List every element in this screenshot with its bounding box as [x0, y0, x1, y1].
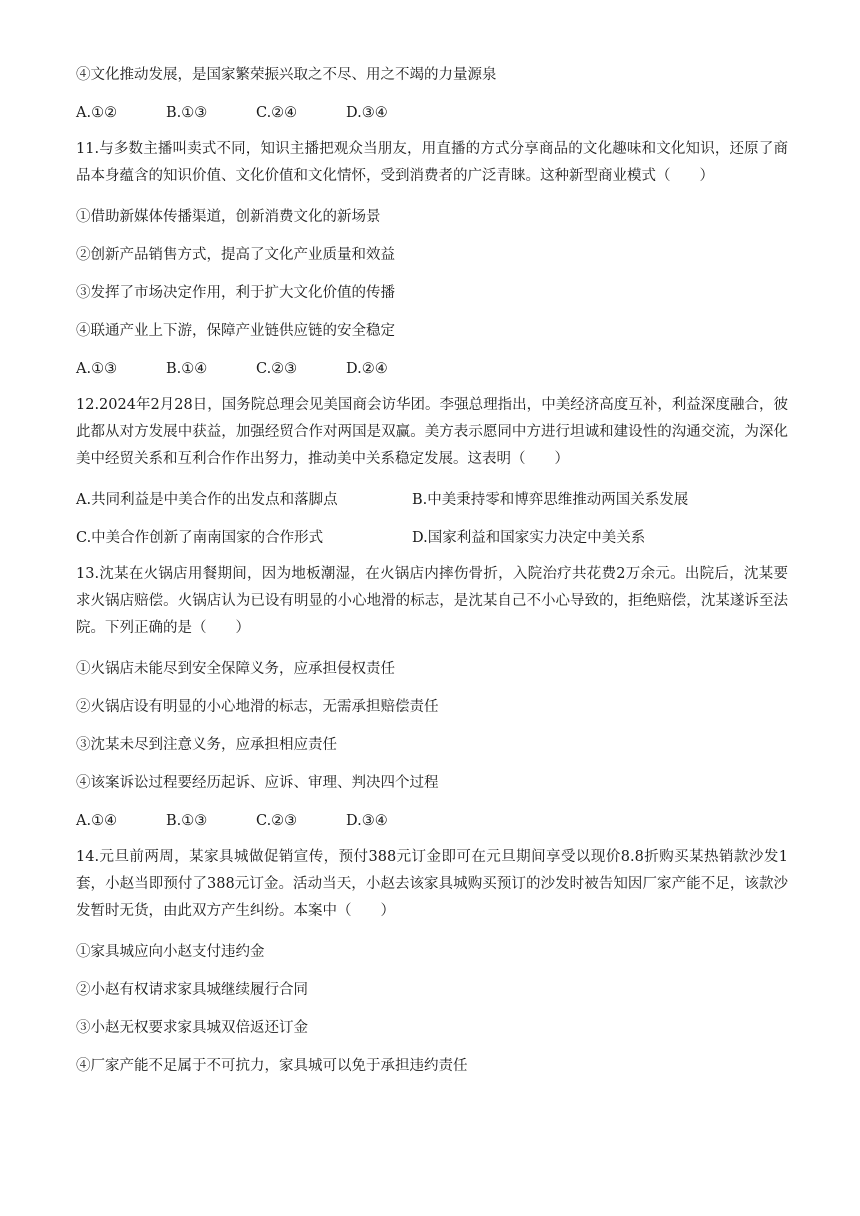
q14-option-4: ④厂家产能不足属于不可抗力，家具城可以免于承担违约责任 [76, 1058, 468, 1074]
q13-option-2: ②火锅店设有明显的小心地滑的标志，无需承担赔偿责任 [76, 699, 439, 715]
q11-stem: 11.与多数主播叫卖式不同，知识主播把观众当朋友，用直播的方式分享商品的文化趣味和文化知识，还原了商品本身蕴含的知识价值、文化价值和文化情怀，受到消费者的广泛青睐。这种新型商业模式（ ） [76, 141, 788, 184]
q14-option-2: ②小赵有权请求家具城继续履行合同 [76, 982, 308, 998]
q10-choices [76, 102, 788, 124]
q13-choice-d: D.③④ [346, 813, 388, 829]
q10-option-4: ④文化推动发展，是国家繁荣振兴取之不尽、用之不竭的力量源泉 [76, 67, 497, 83]
q11-option-1: ①借助新媒体传播渠道，创新消费文化的新场景 [76, 209, 381, 225]
q11-option-4: ④联通产业上下游，保障产业链供应链的安全稳定 [76, 323, 395, 339]
q12-choice-d: D.国家利益和国家实力决定中美关系 [412, 530, 646, 546]
q10-choice-a: A.①② [76, 105, 118, 121]
q11-choice-a: A.①③ [76, 361, 118, 377]
q11-choices [76, 358, 788, 380]
q10-choice-d: D.③④ [346, 105, 388, 121]
q12-choice-b: B.中美秉持零和博弈思维推动两国关系发展 [412, 492, 689, 508]
q14-option-1: ①家具城应向小赵支付违约金 [76, 944, 265, 960]
q11-choice-d: D.②④ [346, 361, 388, 377]
q12-choices-row1 [76, 489, 788, 511]
q13-option-3: ③沈某未尽到注意义务，应承担相应责任 [76, 737, 337, 753]
q11-option-3: ③发挥了市场决定作用，利于扩大文化价值的传播 [76, 285, 395, 301]
q13-choice-c: C.②③ [256, 813, 298, 829]
q13-option-1: ①火锅店未能尽到安全保障义务，应承担侵权责任 [76, 661, 395, 677]
q12-choice-c: C.中美合作创新了南南国家的合作形式 [76, 530, 324, 546]
q11-choice-c: C.②③ [256, 361, 298, 377]
q14-option-3: ③小赵无权要求家具城双倍返还订金 [76, 1020, 308, 1036]
q12-choices-row2 [76, 527, 788, 549]
q11-choice-b: B.①④ [166, 361, 208, 377]
q12-choice-a: A.共同利益是中美合作的出发点和落脚点 [76, 492, 338, 508]
q10-choice-b: B.①③ [166, 105, 208, 121]
q13-choice-a: A.①④ [76, 813, 118, 829]
exam-page [76, 64, 788, 1077]
q10-choice-c: C.②④ [256, 105, 298, 121]
q13-choice-b: B.①③ [166, 813, 208, 829]
q11-option-2: ②创新产品销售方式，提高了文化产业质量和效益 [76, 247, 395, 263]
q12-stem: 12.2024年2月28日，国务院总理会见美国商会访华团。李强总理指出，中美经济高度互补，利益深度融合，彼此都从对方发展中获益，加强经贸合作对两国是双赢。美方表示愿同中方进行坦诚和建设性的沟通交流，为深化美中经贸关系和互利合作作出努力，推动美中关系稳定发展。这表明（ ） [76, 397, 788, 467]
q13-stem: 13.沈某在火锅店用餐期间，因为地板潮湿，在火锅店内摔伤骨折，入院治疗共花费2万余元。出院后，沈某要求火锅店赔偿。火锅店认为已设有明显的小心地滑的标志，是沈某自己不小心导致的，拒绝赔偿，沈某遂诉至法院。下列正确的是（ ） [76, 566, 788, 636]
q13-choices [76, 810, 788, 832]
q13-option-4: ④该案诉讼过程要经历起诉、应诉、审理、判决四个过程 [76, 775, 439, 791]
q14-stem: 14.元旦前两周，某家具城做促销宣传，预付388元订金即可在元旦期间享受以现价8.8折购买某热销款沙发1套，小赵当即预付了388元订金。活动当天，小赵去该家具城购买预订的沙发时被告知因厂家产能不足，该款沙发暂时无货，由此双方产生纠纷。本案中（ ） [76, 849, 788, 919]
